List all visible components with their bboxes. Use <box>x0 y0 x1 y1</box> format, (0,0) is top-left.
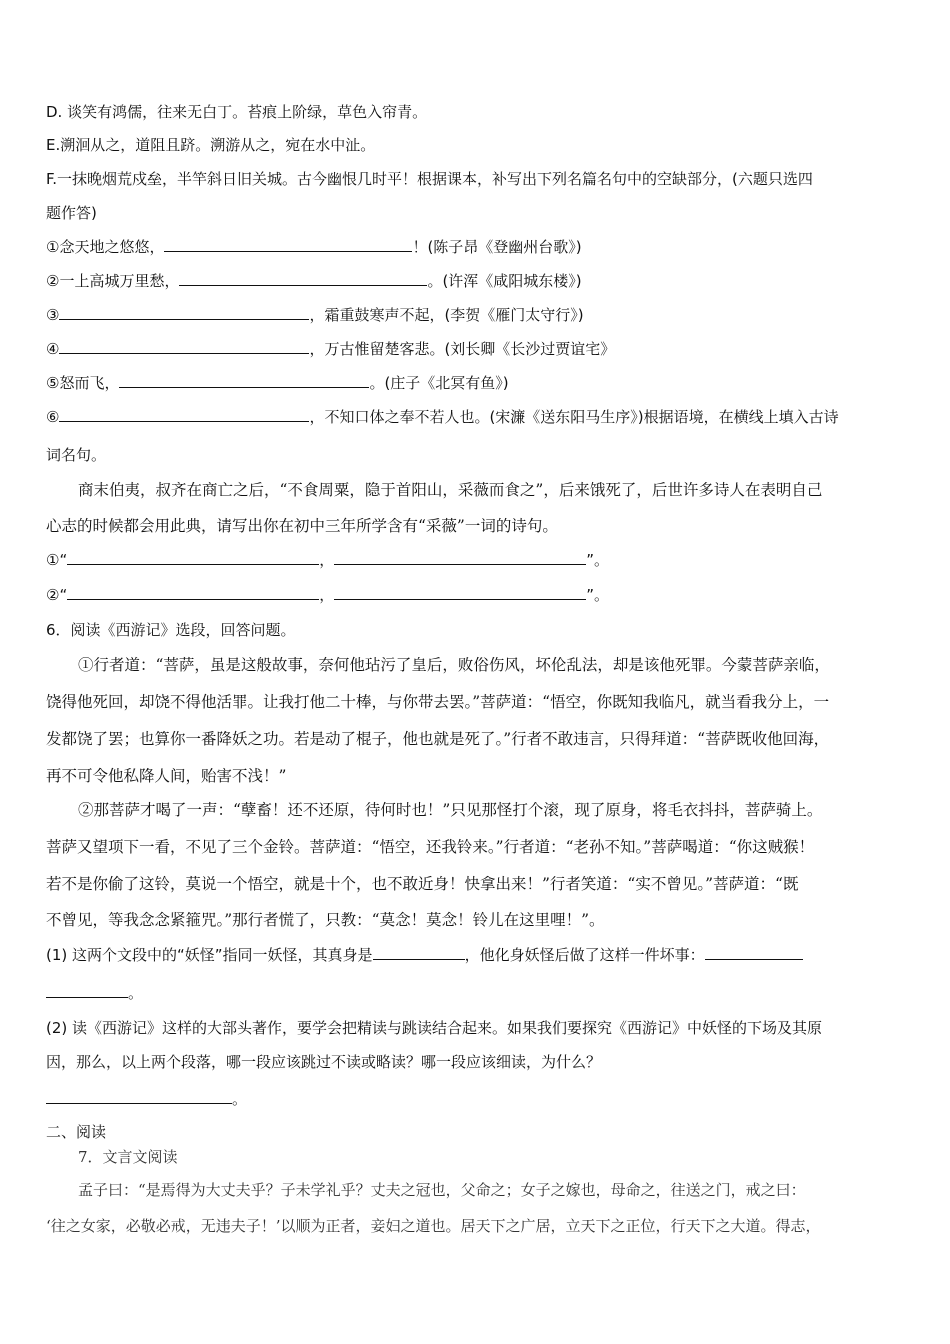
question-5: ⑤怒而飞， 。(庄子《北冥有鱼》) <box>46 374 509 392</box>
passage-2-line-1: ②那菩萨才喝了一声：“孽畜！还不还原，待何时也！”只见那怪打个滚，现了原身，将毛衣抖抖，菩萨骑上。 <box>78 801 823 819</box>
question-2: ②一上高城万里愁， 。(许浑《咸阳城东楼》) <box>46 272 582 290</box>
section-2-heading: 二、阅读 <box>46 1123 107 1141</box>
question-3: ③ ，霜重鼓寒声不起，(李贺《雁门太守行》) <box>46 306 584 324</box>
answer-blank[interactable] <box>373 945 465 960</box>
passage-2-line-4: 不曾见，等我念念紧箍咒。”那行者慌了，只教：“莫念！莫念！铃儿在这里哩！”。 <box>46 911 605 929</box>
question-6: ⑥ ，不知口体之奉不若人也。(宋濂《送东阳马生序》)根据语境，在横线上填入古诗 <box>46 408 839 426</box>
answer-row-1: ①“ ， ”。 <box>46 551 610 569</box>
answer-row-2: ②“ ， ”。 <box>46 586 610 604</box>
question-7-title: 7．文言文阅读 <box>78 1148 178 1166</box>
question-1: ①念天地之悠悠， ！(陈子昂《登幽州台歌》) <box>46 238 582 256</box>
question-6-cont: 词名句。 <box>46 446 107 464</box>
sub-question-2-answer: 。 <box>46 1088 916 1110</box>
sub-question-1: (1) 这两个文段中的“妖怪”指同一妖怪，其真身是 ，他化身妖怪后做了这样一件坏事： <box>46 944 916 966</box>
option-f-cont: 题作答) <box>46 204 97 222</box>
answer-blank[interactable] <box>705 945 803 960</box>
answer-blank[interactable] <box>59 339 309 354</box>
answer-blank[interactable] <box>164 237 412 252</box>
answer-blank[interactable] <box>59 407 309 422</box>
answer-blank[interactable] <box>179 271 427 286</box>
answer-blank[interactable] <box>334 585 586 600</box>
answer-blank[interactable] <box>46 1089 232 1104</box>
sub-question-2-line-1: (2) 读《西游记》这样的大部头著作，要学会把精读与跳读结合起来。如果我们要探究《西游记》中妖怪的下场及其原 <box>46 1019 823 1037</box>
answer-blank[interactable] <box>67 550 319 565</box>
passage-2-line-2: 菩萨又望项下一看，不见了三个金铃。菩萨道：“悟空，还我铃来。”行者道：“老孙不知。”菩萨喝道：“你这贼猴！ <box>46 838 815 856</box>
answer-blank[interactable] <box>67 585 319 600</box>
sub-question-2-line-2: 因，那么，以上两个段落，哪一段应该跳过不读或略读？哪一段应该细读，为什么？ <box>46 1053 602 1071</box>
answer-blank[interactable] <box>334 550 586 565</box>
passage-1-line-4: 再不可令他私降人间，贻害不浅！” <box>46 767 287 785</box>
passage-1-line-2: 饶得他死回，却饶不得他活罪。让我打他二十棒，与你带去罢。”菩萨道：“悟空，你既知我临凡，就当看我分上，一 <box>46 693 830 711</box>
option-d: D. 谈笑有鸿儒，往来无白丁。苔痕上阶绿，草色入帘青。 <box>46 103 428 121</box>
answer-blank[interactable] <box>59 305 309 320</box>
passage-2-line-3: 若不是你偷了这铃，莫说一个悟空，就是十个，也不敢近身！快拿出来！”行者笑道：“实不曾见。”菩萨道：“既 <box>46 875 799 893</box>
classical-text-line-2: ‘往之女家，必敬必戒，无违夫子！’以顺为正者，妾妇之道也。居天下之广居，立天下之正位，行天下之大道。得志， <box>46 1217 821 1235</box>
paragraph-caiwei-1: 商末伯夷，叔齐在商亡之后，“不食周粟，隐于首阳山，采薇而食之”，后来饿死了，后世许多诗人在表明自己 <box>78 481 823 499</box>
classical-text-line-1: 孟子曰：“是焉得为大丈夫乎？子未学礼乎？丈夫之冠也，父命之；女子之嫁也，母命之，往送之门，戒之曰： <box>78 1181 806 1199</box>
question-6-title: 6．阅读《西游记》选段，回答问题。 <box>46 621 296 639</box>
sub-question-1-cont: 。 <box>46 982 916 1004</box>
answer-blank[interactable] <box>119 373 369 388</box>
passage-1-line-1: ①行者道：“菩萨，虽是这般故事，奈何他玷污了皇后，败俗伤风，坏伦乱法，却是该他死罪。今蒙菩萨亲临， <box>78 656 830 674</box>
option-f: F.一抹晚烟荒戍垒，半竿斜日旧关城。古今幽恨几时平！根据课本，补写出下列名篇名句中的空缺部分，(六题只选四 <box>46 170 813 188</box>
question-4: ④ ，万古惟留楚客悲。(刘长卿《长沙过贾谊宅》 <box>46 340 616 358</box>
passage-1-line-3: 发都饶了罢；也算你一番降妖之功。若是动了棍子，他也就是死了。”行者不敢违言，只得拜道：“菩萨既收他回海， <box>46 730 830 748</box>
option-e: E.溯洄从之，道阻且跻。溯游从之，宛在水中沚。 <box>46 136 376 154</box>
answer-blank[interactable] <box>46 983 128 998</box>
paragraph-caiwei-2: 心志的时候都会用此典，请写出你在初中三年所学含有“采薇”一词的诗句。 <box>46 517 558 535</box>
